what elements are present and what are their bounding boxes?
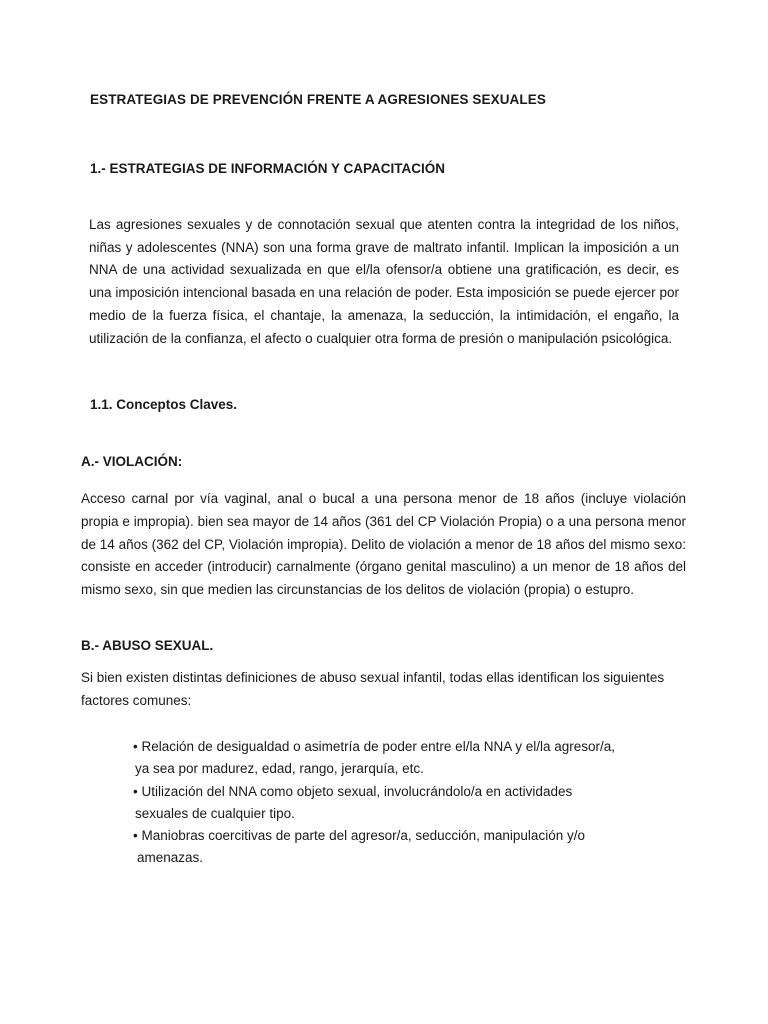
section-heading-1: 1.- ESTRATEGIAS DE INFORMACIÓN Y CAPACITACIÓN: [90, 161, 446, 176]
abuso-sexual-paragraph: Si bien existen distintas definiciones de abuso sexual infantil, todas ellas identifican los siguientes factores comunes:: [81, 670, 665, 708]
list-item-line: • Relación de desigualdad o asimetría de poder entre el/la NNA y el/la agresor/a,: [133, 739, 616, 754]
subsection-heading-conceptos: 1.1. Conceptos Claves.: [90, 397, 238, 412]
list-item-line: • Maniobras coercitivas de parte del agresor/a, seducción, manipulación y/o: [133, 828, 585, 844]
document-title: ESTRATEGIAS DE PREVENCIÓN FRENTE A AGRESIONES SEXUALES: [90, 92, 546, 107]
list-item-continuation: amenazas.: [137, 850, 204, 866]
section-heading-violacion: A.- VIOLACIÓN:: [81, 454, 183, 469]
list-item: [133, 781, 673, 826]
list-item-continuation: sexuales de cualquier tipo.: [135, 805, 295, 821]
list-item-line: • Utilización del NNA como objeto sexual, involucrándolo/a en actividades: [133, 783, 573, 799]
section-heading-abuso-sexual: B.- ABUSO SEXUAL.: [81, 638, 214, 653]
list-item: [133, 736, 673, 781]
list-item: [133, 825, 673, 870]
common-factors-list: [133, 736, 673, 870]
violacion-paragraph: Acceso carnal por vía vaginal, anal o bucal a una persona menor de 18 años (incluye violación propia e impropia). bien sea mayor de 14 años (361 del CP Violación Propia) o a una persona menor de 14 años (362 del CP, Violación impropia). Delito de violación a menor de 18 años del mismo sexo: consiste en acceder (introducir) carnalmente (órgano genital masculino) a un menor de 18 años del mismo sexo, sin que medien las circunstancias de los delitos de violación (propia) o estupro.: [81, 491, 686, 598]
list-item-continuation: ya sea por madurez, edad, rango, jerarquía, etc.: [135, 761, 424, 777]
section-1-paragraph: Las agresiones sexuales y de connotación sexual que atenten contra la integridad de los niños, niñas y adolescentes (NNA) son una forma grave de maltrato infantil. Implican la imposición a un NNA de una actividad sexualizada en que el/la ofensor/a obtiene una gratificación, es decir, es una imposición intencional basada en una relación de poder. Esta imposición se puede ejercer por medio de la fuerza física, el chantaje, la amenaza, la seducción, la intimidación, el engaño, la utilización de la confianza, el afecto o cualquier otra forma de presión o manipulación psicológica.: [89, 217, 679, 346]
